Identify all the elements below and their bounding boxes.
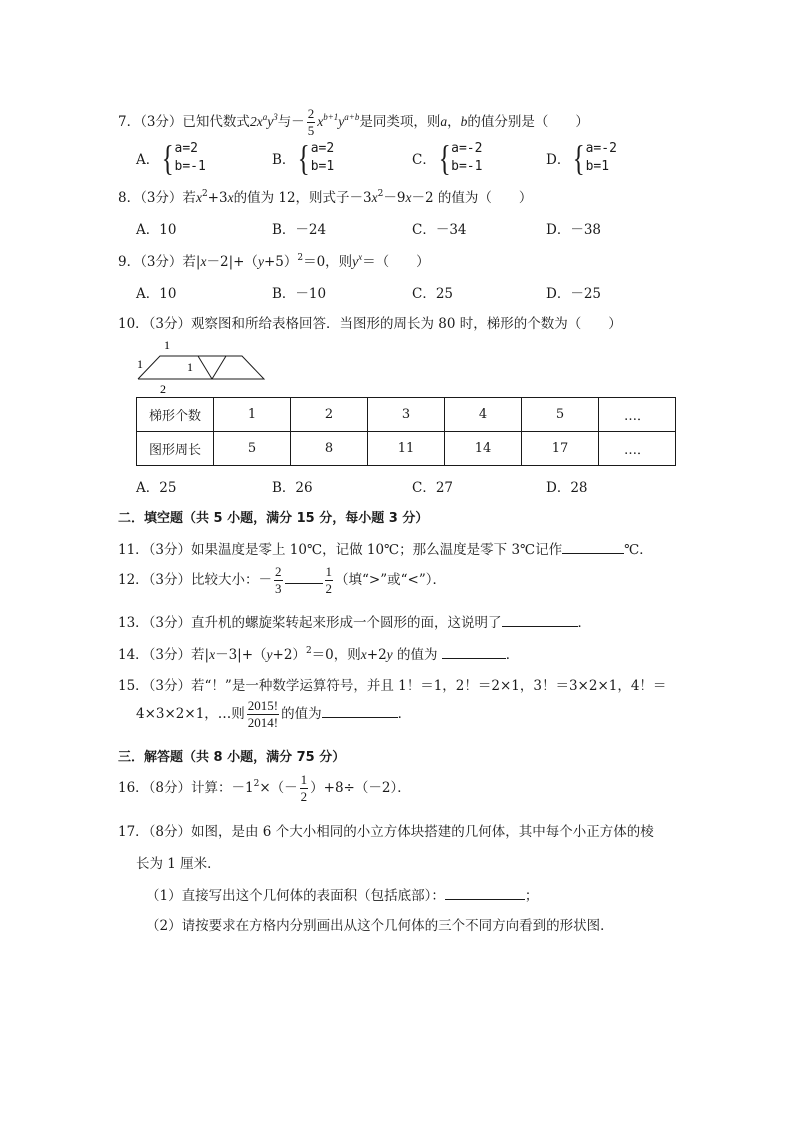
q17-line2: 长为 1 厘米． <box>136 856 221 872</box>
answer-blank <box>502 614 578 627</box>
q10-option-a: A．25 <box>136 480 177 496</box>
factorial-fraction: $\frac{2015!}{2014!}$ <box>247 698 279 730</box>
q8-stem: 8．（3分）若$x^2+3x$的值为 12，则式子$-3x^2-9x-2$ 的值为（ ） <box>118 188 533 206</box>
q7-fraction: $\frac{2}{5}$ <box>307 106 315 138</box>
table-cell: 5 <box>522 398 599 432</box>
q7-stem: 7．（3分）已知代数式$2x^ay^3$与－ $\frac{2}{5}$ $x^{b+1}y^{a+b}$是同类项，则a，b的值分别是（ ） <box>118 106 589 138</box>
q7-option-b: B．{a=2 b=1 <box>272 138 335 178</box>
q10-table <box>136 397 676 466</box>
q17-sub2: （2）请按要求在方格内分别画出从这个几何体的三个不同方向看到的形状图． <box>146 918 614 934</box>
table-cell: 11 <box>368 432 445 466</box>
q9-option-c: C．25 <box>412 286 454 302</box>
figure-label-left: 1 <box>137 357 143 371</box>
figure-label-middle: 1 <box>187 360 193 374</box>
section-heading-solve: 三．解答题（共 8 小题，满分 75 分） <box>118 750 346 765</box>
figure-label-bottom: 2 <box>160 382 166 396</box>
q11-stem: 11．（3分）如果温度是零上 10℃，记做 10℃；那么温度是零下 3℃记作 ℃． <box>118 542 653 558</box>
answer-blank <box>285 571 323 584</box>
q9-option-d: D．－25 <box>546 286 602 302</box>
q8-option-b: B．－24 <box>272 222 327 238</box>
answer-blank <box>445 887 525 900</box>
trapezoid-outline <box>138 356 264 379</box>
table-row <box>137 398 676 432</box>
table-cell: 3 <box>368 398 445 432</box>
trapezoid-divider-2 <box>212 356 226 379</box>
answer-blank <box>442 646 506 659</box>
q17-line1: 17．（8分）如图，是由 6 个大小相同的小立方体块搭建的几何体，其中每个小正方体的棱 <box>118 824 654 840</box>
table-cell: 1 <box>214 398 291 432</box>
table-cell: 14 <box>445 432 522 466</box>
section-heading-fill-in: 二．填空题（共 5 小题，满分 15 分，每小题 3 分） <box>118 511 429 526</box>
q14-stem: 14．（3分）若$|x-3|+(y+2)^2=0$，则x+2y 的值为 ． <box>118 645 520 663</box>
trapezoid-figure <box>130 336 280 396</box>
q8-option-c: C．－34 <box>412 222 467 238</box>
table-cell: …． <box>599 432 676 466</box>
q9-option-b: B．－10 <box>272 286 327 302</box>
fraction-one-half: $\frac{1}{2}$ <box>300 772 308 804</box>
q7-option-d: D．{a=-2 b=1 <box>546 138 617 178</box>
row-header: 图形周长 <box>137 432 214 466</box>
table-cell: 17 <box>522 432 599 466</box>
trapezoid-divider-1 <box>198 356 212 379</box>
q17-sub1: （1）直接写出这个几何体的表面积（包括底部）： ； <box>146 888 539 904</box>
table-cell: 5 <box>214 432 291 466</box>
figure-label-top: 1 <box>164 338 170 352</box>
q16-stem: 16．（8分）计算：$-1^2\times(-$ $\frac{1}{2}$ ）+8÷（－2）． <box>118 772 411 804</box>
table-cell: 2 <box>291 398 368 432</box>
q13-stem: 13．（3分）直升机的螺旋桨转起来形成一个圆形的面，这说明了 ． <box>118 615 592 631</box>
q8-option-a: A．10 <box>136 222 177 238</box>
q10-stem: 10．（3分）观察图和所给表格回答．当图形的周长为 80 时，梯形的个数为（ ） <box>118 316 622 332</box>
q9-stem: 9．（3分）若$|x-2|+(y+5)^2=0$，则$y^x=$（ ） <box>118 251 430 270</box>
answer-blank <box>562 541 624 554</box>
table-cell: …． <box>599 398 676 432</box>
answer-blank <box>322 705 398 718</box>
fraction-two-thirds: $\frac{2}{3}$ <box>275 564 282 596</box>
q10-option-d: D．28 <box>546 480 588 496</box>
q9-option-a: A．10 <box>136 286 177 302</box>
q12-stem: 12．（3分）比较大小：－ $\frac{2}{3}$ $\frac{1}{2}$ （填“>”或“<”）． <box>118 564 447 596</box>
q10-option-b: B．26 <box>272 480 313 496</box>
table-row <box>137 432 676 466</box>
table-cell: 8 <box>291 432 368 466</box>
row-header: 梯形个数 <box>137 398 214 432</box>
q10-option-c: C．27 <box>412 480 454 496</box>
fraction-one-half: $\frac{1}{2}$ <box>325 564 333 596</box>
table-cell: 4 <box>445 398 522 432</box>
q15-line1: 15．（3分）若“！”是一种数学运算符号，并且 1！＝1，2！＝2×1，3！＝3×2×1，4！＝ <box>118 678 667 694</box>
q7-option-a: A．{a=2 b=-1 <box>136 138 206 178</box>
q8-option-d: D．－38 <box>546 222 602 238</box>
q7-option-c: C．{a=-2 b=-1 <box>412 138 483 178</box>
q15-line2: 4×3×2×1，…则 $\frac{2015!}{2014!}$ 的值为 ． <box>136 698 412 730</box>
